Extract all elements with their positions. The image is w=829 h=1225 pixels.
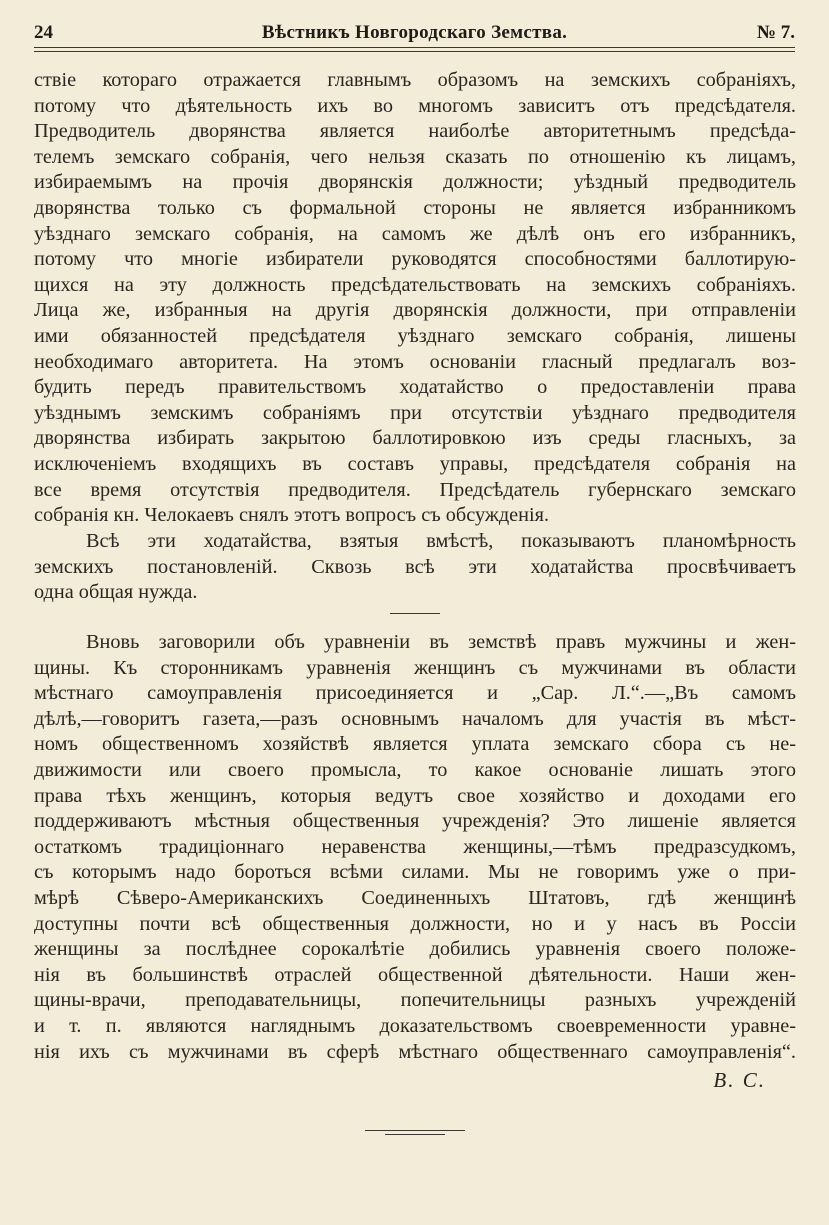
text-line: уѣзднымъ земскимъ собраніямъ при отсутствіи уѣзднаго предводителя xyxy=(34,401,796,424)
text-line: мѣрѣ Сѣверо-Американскихъ Соединенныхъ Штатовъ, гдѣ женщинѣ xyxy=(34,886,796,909)
text-line: Всѣ эти ходатайства, взятыя вмѣстѣ, показываютъ планомѣрность xyxy=(86,530,796,552)
text-line: дворянства избирать закрытою баллотировкою изъ среды гласныхъ, за xyxy=(34,427,796,450)
paragraph-continuation xyxy=(34,68,796,529)
end-ornament xyxy=(365,1130,465,1136)
text-line: щины. Къ сторонникамъ уравненія женщинъ съ мужчинами въ области xyxy=(34,656,796,679)
text-line: мѣстнаго самоуправленія присоединяется и „Сар. Л.“.—„Въ самомъ xyxy=(34,682,796,705)
text-line: щихся на эту должность предсѣдательствовать на земскихъ собраніяхъ. xyxy=(34,273,796,296)
text-line: избираемымъ на прочія дворянскія должности; уѣздный предводитель xyxy=(34,171,796,194)
text-line: земскихъ постановленій. Сквозь всѣ эти ходатайства просвѣчиваетъ xyxy=(34,555,796,578)
header-rule-top xyxy=(34,47,795,48)
journal-title: Вѣстникъ Новгородскаго Земства. xyxy=(261,22,568,43)
text-line: одна общая нужда. xyxy=(34,581,198,604)
text-line: нія въ большинствѣ отраслей общественной дѣятельности. Наши жен- xyxy=(34,963,796,986)
text-line: щины-врачи, преподавательницы, попечительницы разныхъ учрежденій xyxy=(34,989,796,1012)
text-line: будить передъ правительствомъ ходатайство о предоставленіи права xyxy=(34,376,796,399)
text-line: исключеніемъ входящихъ въ составъ управы, предсѣдателя собранія на xyxy=(34,452,796,475)
text-line: Лица же, избранныя на другія дворянскія должности, при отправленіи xyxy=(34,299,796,322)
text-line: Предводитель дворянства является наиболѣе авторитетнымъ предсѣда- xyxy=(34,120,796,143)
text-line: движимости или своего промысла, то какое основаніе лишать этого xyxy=(34,758,796,781)
page-header xyxy=(34,20,795,46)
text-line: Вновь заговорили объ уравненіи въ земствѣ правъ мужчины и жен- xyxy=(86,631,796,653)
text-line: доступны почти всѣ общественныя должности, но и у насъ въ Россіи xyxy=(34,912,796,935)
issue-number: № 7. xyxy=(756,22,795,43)
text-line: дворянства только съ формальной стороны не является избранникомъ xyxy=(34,196,796,219)
header-rule-bottom xyxy=(34,51,795,52)
text-line: женщины за послѣднее сорокалѣтіе добились уравненія своего положе- xyxy=(34,938,796,961)
text-line: нія ихъ съ мужчинами въ сферѣ мѣстнаго общественнаго самоуправленія“. xyxy=(34,1040,796,1063)
text-line: все время отсутствія предводителя. Предсѣдатель губернскаго земскаго xyxy=(34,478,796,501)
text-line: необходимаго авторитета. На этомъ основаніи гласный предлагалъ воз- xyxy=(34,350,796,373)
section-separator xyxy=(390,613,440,614)
text-line: съ которымъ надо бороться всѣми силами. Мы не говоримъ уже о при- xyxy=(34,861,796,884)
text-line: потому что дѣятельность ихъ во многомъ зависитъ отъ предсѣдателя. xyxy=(34,94,796,117)
text-line: права тѣхъ женщинъ, которыя ведутъ свое хозяйство и доходами его xyxy=(34,784,796,807)
paragraph-women-equality xyxy=(34,630,796,1065)
text-line: остаткомъ традиціоннаго неравенства женщины,—тѣмъ предразсудкомъ, xyxy=(34,835,796,858)
author-signature: В. С. xyxy=(713,1068,766,1092)
paragraph-summary xyxy=(34,529,796,606)
text-line: уѣзднаго земскаго собранія, на самомъ же дѣлѣ онъ его избранникъ, xyxy=(34,222,796,245)
text-line: ствіе котораго отражается главнымъ образомъ на земскихъ собраніяхъ, xyxy=(34,69,796,91)
text-line: телемъ земскаго собранія, чего нельзя сказать по отношенію къ лицамъ, xyxy=(34,145,796,168)
text-line: ими обязанностей предсѣдателя уѣзднаго земскаго собранія, лишены xyxy=(34,324,796,347)
text-line: номъ общественномъ хозяйствѣ является уплата земскаго сбора съ не- xyxy=(34,733,796,756)
text-line: собранія кн. Челокаевъ снялъ этотъ вопросъ съ обсужденія. xyxy=(34,504,550,527)
text-line: и т. п. являются нагляднымъ доказательствомъ своевременности уравне- xyxy=(34,1014,796,1037)
page-number: 24 xyxy=(34,22,53,43)
text-line: потому что многіе избиратели руководятся способностями баллотирую- xyxy=(34,248,796,271)
text-line: поддерживаютъ мѣстныя общественныя учрежденія? Это лишеніе является xyxy=(34,810,796,833)
text-line: дѣлѣ,—говоритъ газета,—разъ основнымъ началомъ для участія въ мѣст- xyxy=(34,707,796,730)
